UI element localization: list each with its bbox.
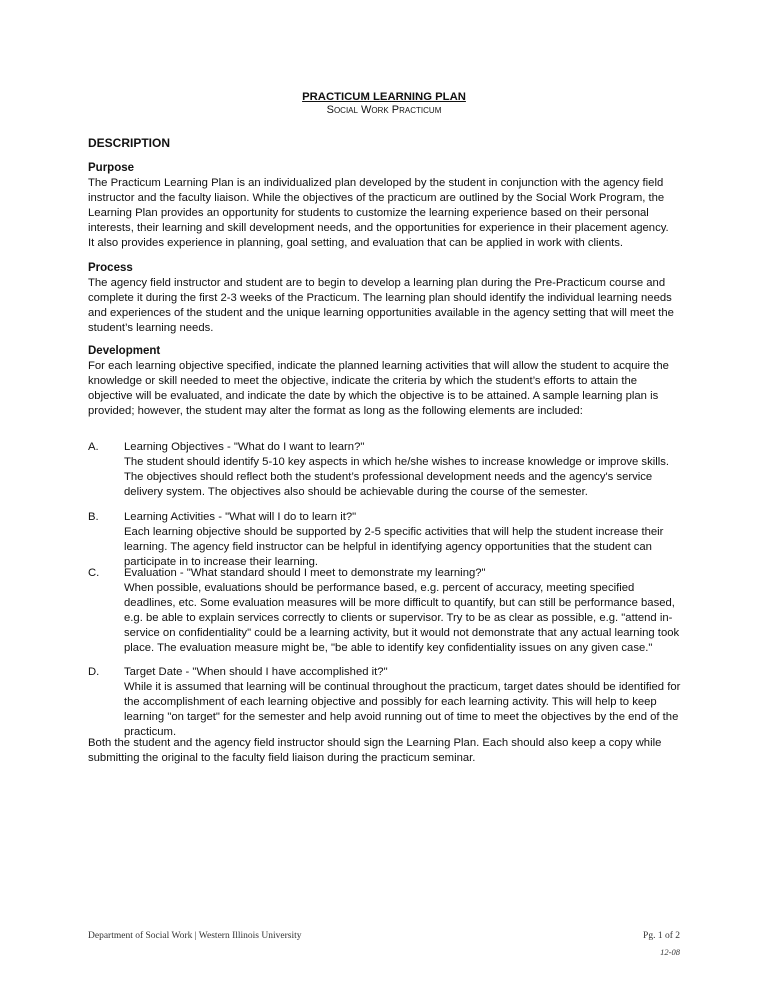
text-line: Both the student and the agency field instructor should sign the Learning Plan. Each should also keep a copy while [88,737,662,749]
process-paragraph [88,276,698,336]
text-line: submitting the original to the faculty field liaison during the practicum seminar. [88,752,476,764]
text-line: The agency field instructor and student are to begin to develop a learning plan during the Pre-Practicum course and [88,277,666,289]
text-line: delivery system. The objectives also should be achievable during the course of the semester. [124,486,588,498]
text-line: While it is assumed that learning will be continual throughout the practicum, target dates should be identified for [124,681,681,693]
item-letter: A. [88,441,99,453]
text-line: Learning Objectives - "What do I want to learn?" [124,441,365,453]
text-line: knowledge or skill needed to meet the objective, indicate the criteria by which the student’s efforts to attain the [88,375,638,387]
text-line: It also provides experience in planning, goal setting, and evaluation that can be applied in work with clients. [88,237,624,249]
description-heading: DESCRIPTION [88,136,171,150]
closing-paragraph [88,736,698,766]
process-heading: Process [88,262,133,274]
text-line: objective will be evaluated, and indicate the date by which the objective is to be attained. A sample learning plan is [88,390,659,402]
text-line: The student should identify 5-10 key aspects in which he/she wishes to increase knowledge or improve skills. [124,456,670,468]
text-line: For each learning objective specified, indicate the planned learning activities that will allow the student to acquire the [88,360,669,372]
item-target-date [124,665,680,740]
text-line: practicum. [124,726,177,738]
footer-department: Department of Social Work | Western Illinois University [88,931,302,941]
text-line: student’s learning needs. [88,322,214,334]
text-line: complete it during the first 2-3 weeks of the Practicum. The learning plan should identify the individual learning needs [88,292,672,304]
item-letter: D. [88,666,100,678]
footer-revision-date: 12-08 [660,947,680,957]
development-paragraph [88,359,698,419]
text-line: instructor and the faculty liaison. While the objectives of the practicum are outlined by the Social Work Program, the [88,192,665,204]
text-line: Learning Plan provides an opportunity for students to customize the learning experience based on their personal [88,207,649,219]
text-line: participate in to increase their learning. [124,556,319,568]
text-line: Target Date - "When should I have accomplished it?" [124,666,388,678]
text-line: service on confidentiality" could be a learning activity, but it would not demonstrate that any actual learning took [124,627,680,639]
document-title: PRACTICUM LEARNING PLAN [302,91,466,103]
text-line: deadlines, etc. Some evaluation measures will be more difficult to quantify, but can still be performance based, [124,597,675,609]
item-evaluation [124,566,679,656]
footer-page-number: Pg. 1 of 2 [643,931,680,941]
text-line: provided; however, the student may alter the format as long as the following elements are included: [88,405,583,417]
document-subtitle: Social Work Practicum [326,104,442,116]
item-learning-activities [124,510,663,570]
text-line: e.g. be able to explain services correctly to clients or supervisor. Try to be as clear as possible, e.g. "attend in- [124,612,673,624]
text-line: The objectives should reflect both the student’s professional development needs and the agency's service [124,471,653,483]
text-line: When possible, evaluations should be performance based, e.g. percent of accuracy, meeting specified [124,582,635,594]
development-heading: Development [88,345,161,357]
text-line: interests, their learning and skill development needs, and the opportunities for experience in their placement agency. [88,222,669,234]
item-letter: B. [88,511,99,523]
text-line: Evaluation - "What standard should I meet to demonstrate my learning?" [124,567,486,579]
purpose-paragraph [88,176,698,251]
text-line: The Practicum Learning Plan is an individualized plan developed by the student in conjunction with the agency field [88,177,664,189]
item-learning-objectives [124,440,669,500]
text-line: Learning Activities - "What will I do to learn it?" [124,511,357,523]
text-line: and experiences of the student and the unique learning opportunities available in the agency setting that will meet the [88,307,674,319]
text-line: place. The evaluation measure might be, "be able to identify key confidentiality issues on any given case." [124,642,653,654]
text-line: learning "on target" for the semester and help avoid running out of time to meet the objectives by the end of the [124,711,679,723]
text-line: learning. The agency field instructor can be helpful in identifying agency opportunities that the student can [124,541,652,553]
text-line: the accomplishment of each learning objective and possibly for each learning activity. This will help to keep [124,696,657,708]
item-letter: C. [88,567,100,579]
purpose-heading: Purpose [88,162,135,174]
text-line: Each learning objective should be supported by 2-5 specific activities that will help the student increase their [124,526,664,538]
